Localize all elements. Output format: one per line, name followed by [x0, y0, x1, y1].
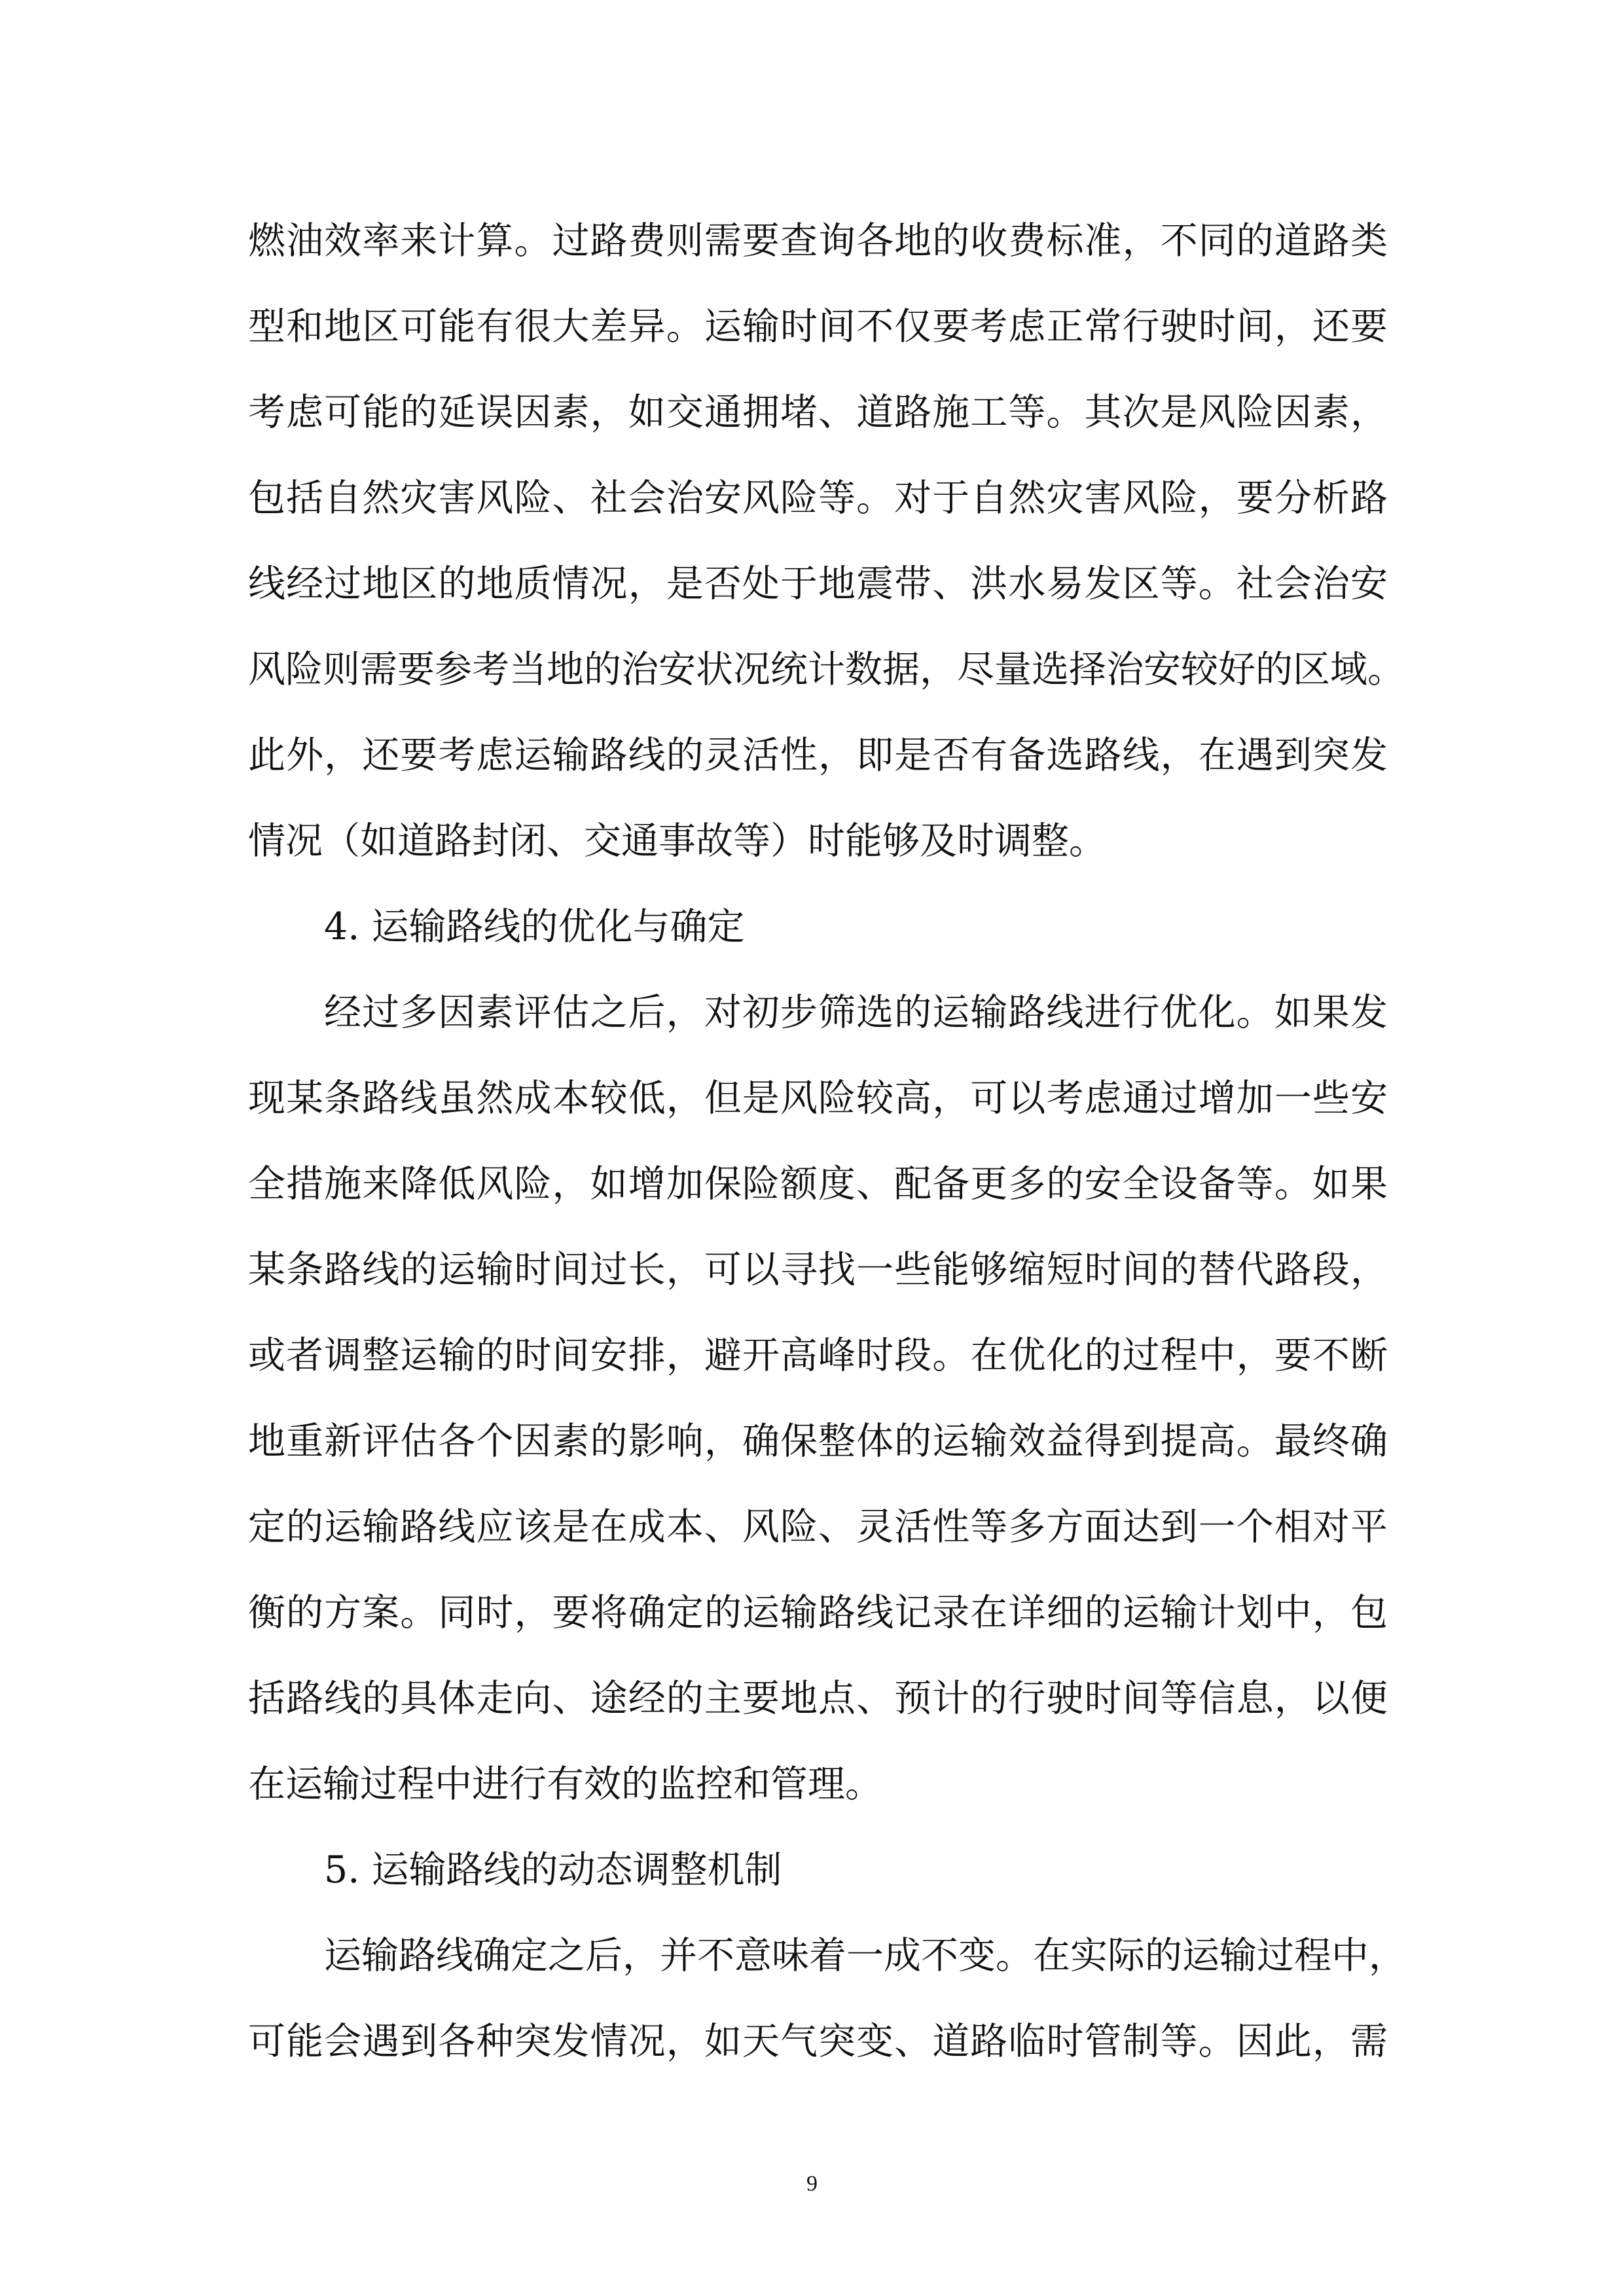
text-line: 衡的方案。同时，要将确定的运输路线记录在详细的运输计划中，包	[248, 1591, 1388, 1634]
text-line: 地重新评估各个因素的影响，确保整体的运输效益得到提高。最终确	[248, 1420, 1388, 1463]
text-line: 线经过地区的地质情况，是否处于地震带、洪水易发区等。社会治安	[248, 562, 1388, 605]
section-heading: 4. 运输路线的优化与确定	[324, 905, 745, 948]
text-line: 燃油效率来计算。过路费则需要查询各地的收费标准，不同的道路类	[248, 219, 1388, 262]
text-line: 风险则需要参考当地的治安状况统计数据，尽量选择治安较好的区域。	[248, 648, 1405, 691]
text-line: 此外，还要考虑运输路线的灵活性，即是否有备选路线，在遇到突发	[248, 734, 1388, 777]
page-number: 9	[806, 2172, 818, 2196]
text-line: 可能会遇到各种突发情况，如天气突变、道路临时管制等。因此，需	[248, 2020, 1388, 2063]
text-line: 定的运输路线应该是在成本、风险、灵活性等多方面达到一个相对平	[248, 1505, 1388, 1549]
text-line: 现某条路线虽然成本较低，但是风险较高，可以考虑通过增加一些安	[248, 1077, 1388, 1120]
text-line: 某条路线的运输时间过长，可以寻找一些能够缩短时间的替代路段，	[248, 1248, 1388, 1291]
document-body	[248, 198, 1406, 2085]
text-line: 经过多因素评估之后，对初步筛选的运输路线进行优化。如果发	[324, 991, 1388, 1034]
text-line: 全措施来降低风险，如增加保险额度、配备更多的安全设备等。如果	[248, 1162, 1388, 1206]
section-heading: 5. 运输路线的动态调整机制	[324, 1848, 782, 1892]
text-line: 情况（如道路封闭、交通事故等）时能够及时调整。	[248, 819, 1106, 863]
text-line: 或者调整运输的时间安排，避开高峰时段。在优化的过程中，要不断	[248, 1334, 1388, 1377]
text-line: 包括自然灾害风险、社会治安风险等。对于自然灾害风险，要分析路	[248, 476, 1388, 520]
text-line: 运输路线确定之后，并不意味着一成不变。在实际的运输过程中，	[324, 1934, 1406, 1977]
text-line: 在运输过程中进行有效的监控和管理。	[248, 1763, 882, 1806]
text-line: 括路线的具体走向、途经的主要地点、预计的行驶时间等信息，以便	[248, 1677, 1388, 1720]
text-line: 型和地区可能有很大差异。运输时间不仅要考虑正常行驶时间，还要	[248, 305, 1388, 348]
text-line: 考虑可能的延误因素，如交通拥堵、道路施工等。其次是风险因素，	[248, 391, 1388, 434]
